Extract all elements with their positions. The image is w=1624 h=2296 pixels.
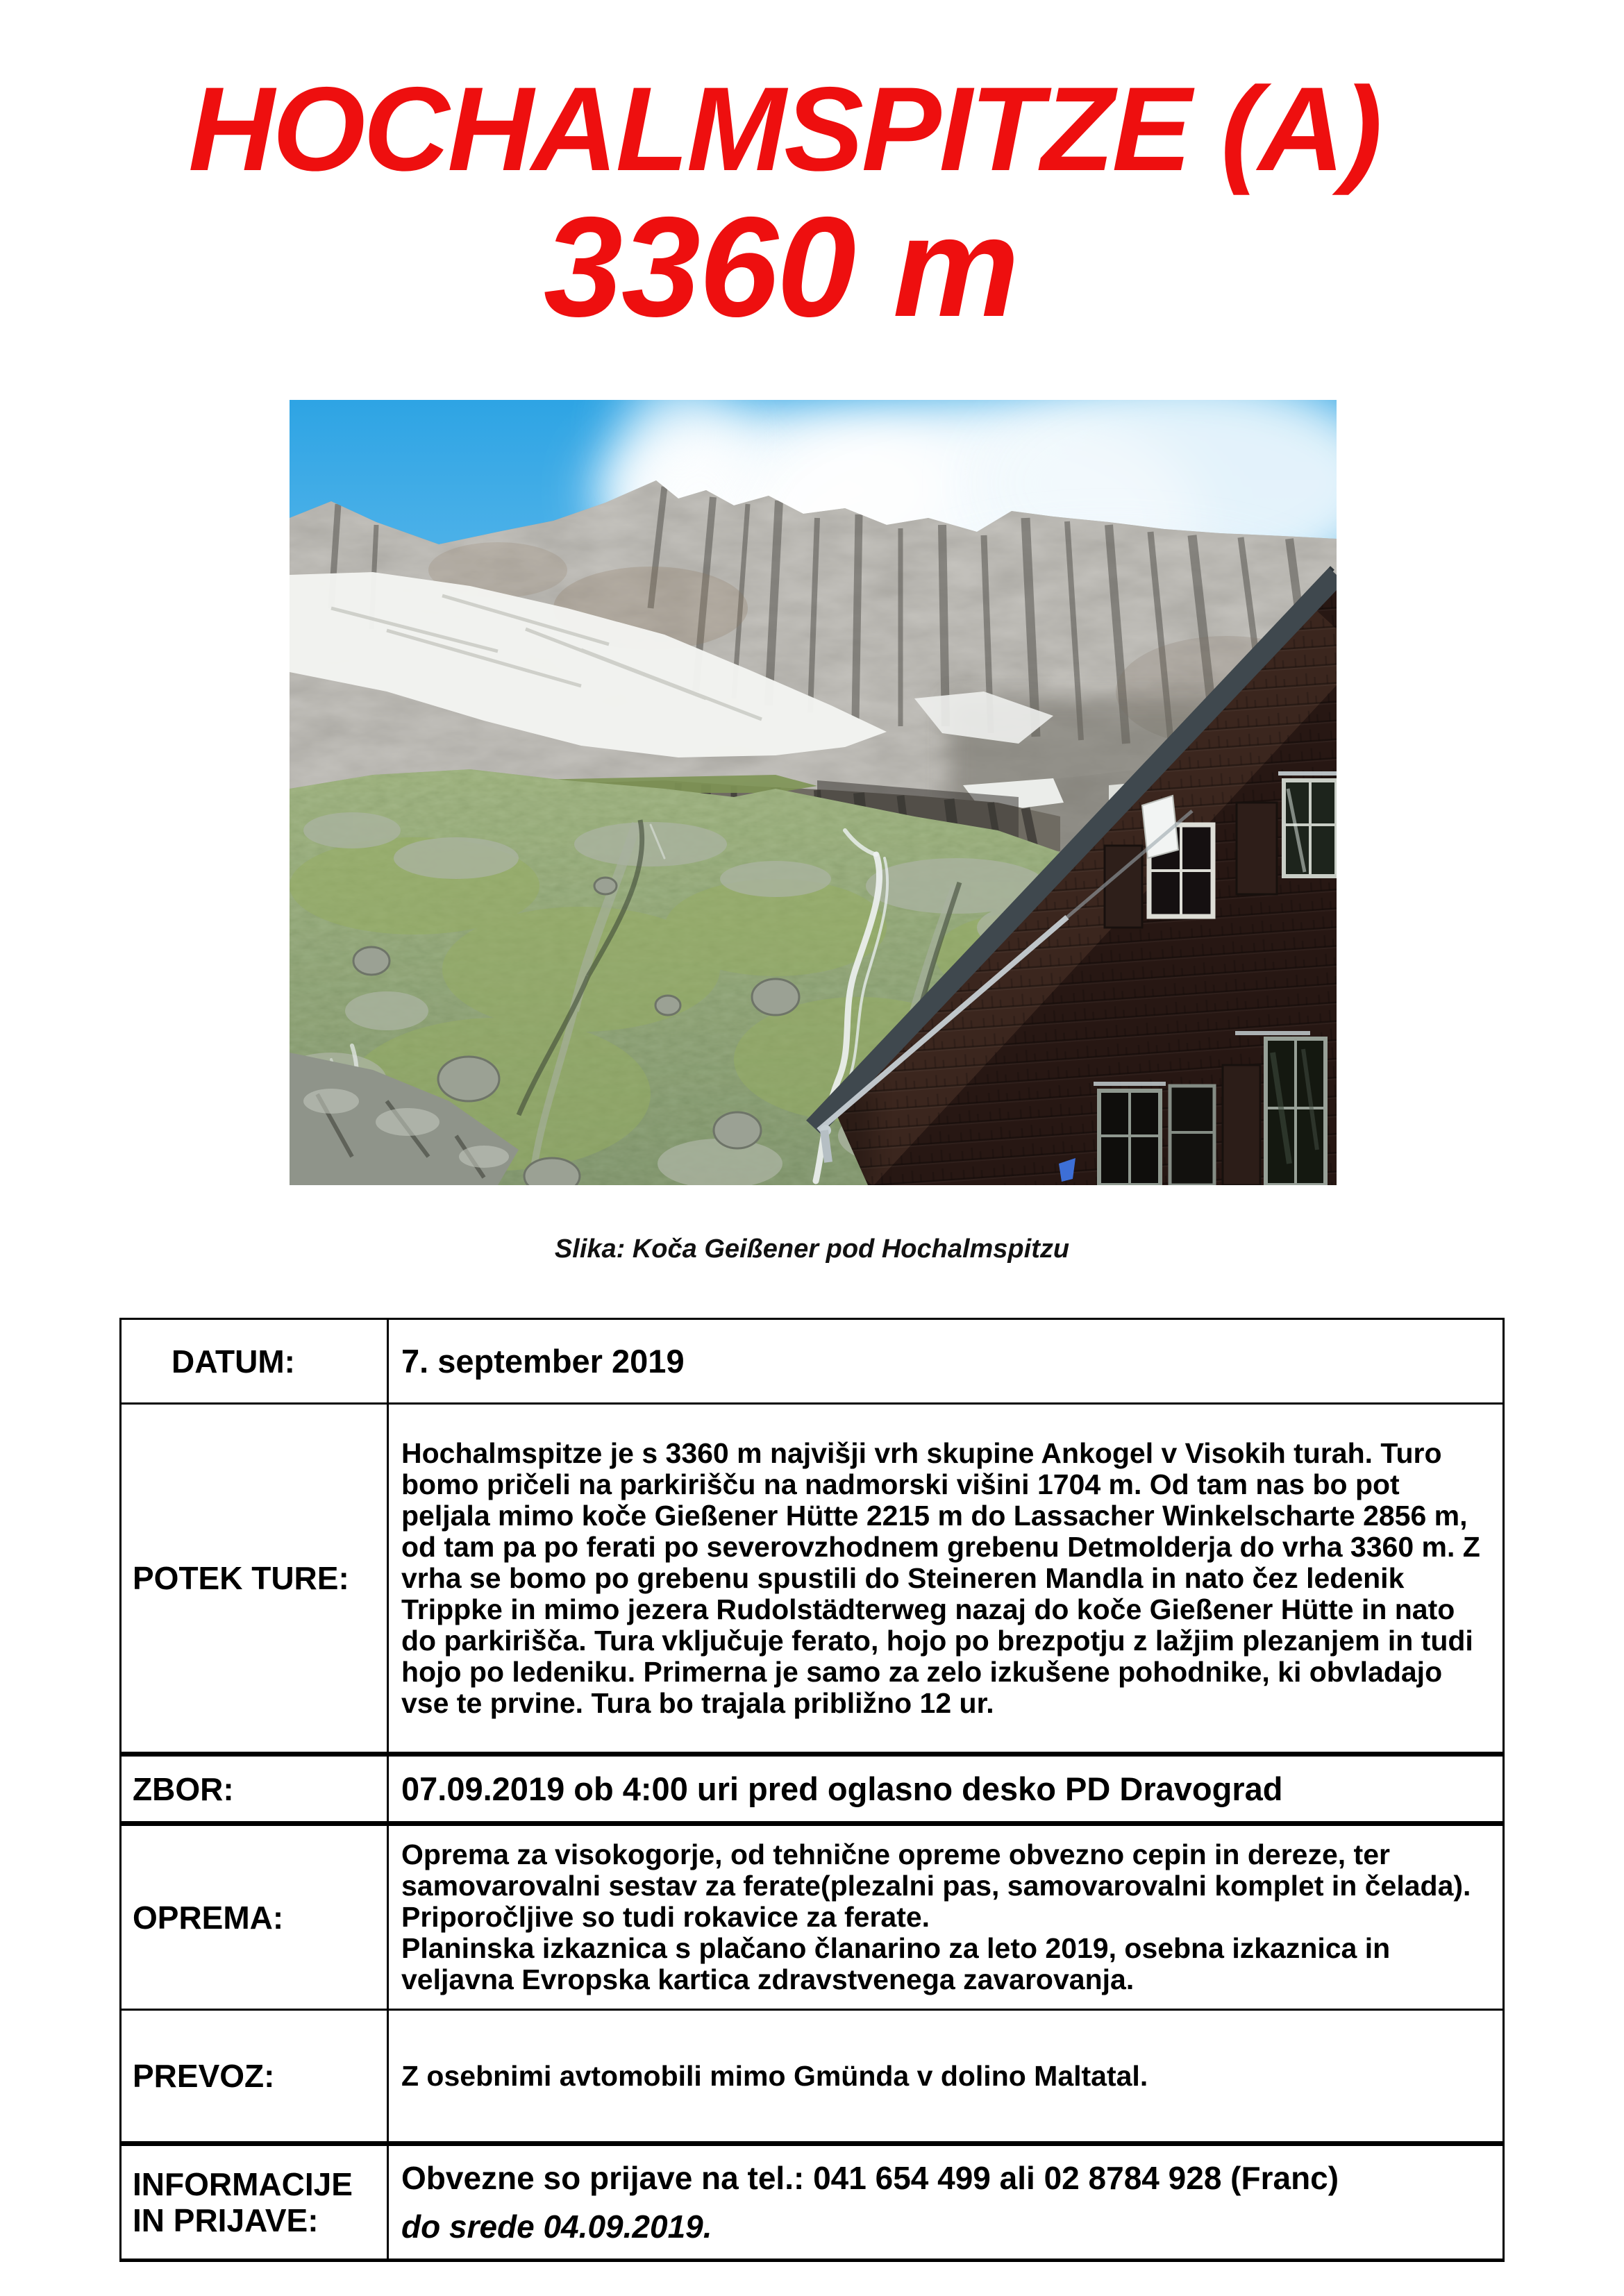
table-row-prevoz	[121, 2010, 1504, 2144]
photo-caption: Slika: Koča Geißener pod Hochalmspitzu	[554, 1234, 1070, 1264]
hut-shutter	[1223, 1065, 1260, 1185]
photo-illustration	[290, 400, 1337, 1185]
table-row-zbor	[121, 1754, 1504, 1824]
table-row-datum	[121, 1319, 1504, 1404]
downspout	[824, 1130, 828, 1162]
table-row-potek-ture	[121, 1404, 1504, 1754]
hut-shutter	[1237, 803, 1277, 894]
informacije-text-1: Obvezne so prijave na tel.: 041 654 499 ali 02 8784 928 (Franc)	[401, 2160, 1339, 2196]
row-label-prevoz: PREVOZ:	[121, 2010, 388, 2144]
row-value-potek-ture	[388, 1404, 1504, 1754]
row-value-prevoz	[388, 2010, 1504, 2144]
informacije-text-2: do srede 04.09.2019.	[401, 2209, 712, 2245]
row-value-datum	[388, 1319, 1504, 1404]
prevoz-text: Z osebnimi avtomobili mimo Gmünda v dolino Maltatal.	[401, 2059, 1148, 2092]
mountain-hut-photo	[290, 400, 1337, 1185]
row-label-informacije: INFORMACIJE IN PRIJAVE:	[121, 2144, 388, 2261]
row-value-zbor	[388, 1754, 1504, 1824]
row-value-oprema	[388, 1824, 1504, 2010]
zbor-text: 07.09.2019 ob 4:00 uri pred oglasno desko PD Dravograd	[401, 1770, 1283, 1807]
table-row-informacije	[121, 2144, 1504, 2261]
row-label-datum: DATUM:	[121, 1319, 388, 1404]
row-label-oprema: OPREMA:	[121, 1824, 388, 2010]
tour-info-table	[119, 1318, 1505, 2262]
oprema-text-1: Oprema za visokogorje, od tehnične opreme obvezno cepin in dereze, ter samovarovalni sestav za ferate(plezalni pas, samovarovalni komplet in čelada). Priporočljive so tudi rokavice za ferate.	[401, 1838, 1471, 1933]
row-label-potek-ture: POTEK TURE:	[121, 1404, 388, 1754]
row-label-zbor: ZBOR:	[121, 1754, 388, 1824]
page-title: HOCHALMSPITZE (A)	[188, 62, 1380, 196]
oprema-text-2: Planinska izkaznica s plačano članarino za leto 2019, osebna izkaznica in veljavna Evropska kartica zdravstvenega zavarovanja.	[401, 1932, 1391, 1995]
row-value-informacije	[388, 2144, 1504, 2261]
page-subtitle: 3360 m	[543, 187, 1019, 346]
table-row-oprema	[121, 1824, 1504, 2010]
datum-text: 7. september 2019	[401, 1342, 685, 1380]
potek-ture-text: Hochalmspitze je s 3360 m najvišji vrh skupine Ankogel v Visokih turah. Turo bomo pričeli na parkirišču na nadmorski višini 1704 m. Od tam nas bo pot peljala mimo koče Gießener Hütte 2215 m do Lassacher Winkelscharte 2856 m, od tam pa po ferati po severovzhodnem grebenu Detmolderja do vrha 3360 m. Z vrha se bomo po grebenu spustili do Steineren Mandla in nato čez ledenik Trippke in mimo jezera Rudolstädterweg nazaj do koče Gießener Hütte in nato do parkirišča. Tura vključuje ferato, hojo po brezpotju z lažjim plezanjem in tudi hojo po ledeniku. Primerna je samo za zelo izkušene pohodnike, ki obvladajo vse te prvine. Tura bo trajala približno 12 ur.	[401, 1436, 1480, 1719]
